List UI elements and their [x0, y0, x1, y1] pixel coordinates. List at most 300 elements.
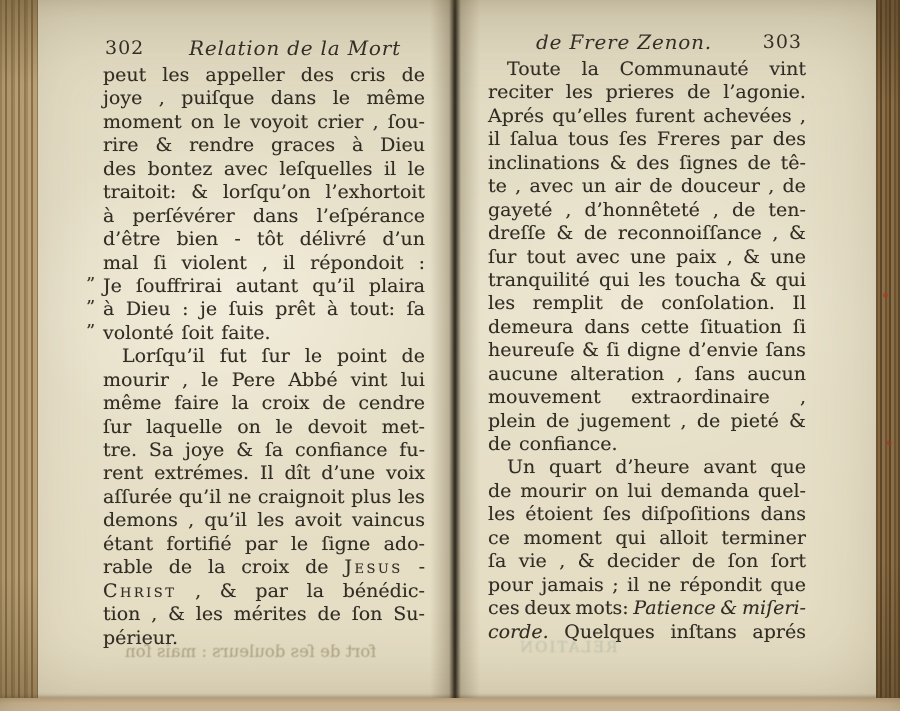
word: laquelle	[146, 415, 223, 438]
word: air	[614, 175, 641, 198]
left-running-header	[103, 36, 425, 61]
word: ſur	[488, 245, 517, 268]
word: aprés	[752, 620, 806, 643]
word: ſi	[792, 315, 806, 338]
word: ,	[799, 386, 806, 409]
word: une	[770, 245, 806, 268]
word: tout:	[349, 298, 396, 321]
word: de	[322, 392, 346, 415]
word: Freres	[656, 128, 721, 151]
word: miſeri-	[742, 597, 806, 620]
word: &	[609, 151, 627, 174]
word: les	[397, 485, 425, 508]
word: conſolation.	[661, 292, 775, 315]
text-line	[103, 392, 425, 415]
word: demanda	[660, 479, 750, 502]
word: qu’il	[204, 509, 247, 532]
word: &	[155, 134, 173, 157]
word: ſou-	[387, 110, 425, 133]
word: l’eſpérance	[316, 204, 425, 227]
text-line	[488, 105, 806, 128]
word: le	[407, 157, 425, 180]
text-line	[488, 433, 806, 456]
text-line	[103, 134, 425, 157]
word: tôt	[256, 228, 284, 251]
word: ſes	[602, 503, 631, 526]
word: d’honnêteté	[584, 198, 700, 221]
word: à	[103, 298, 115, 321]
word: :	[182, 298, 189, 321]
word: ſignes	[679, 151, 738, 174]
word: ſans	[694, 362, 736, 385]
word: les	[565, 81, 593, 104]
word: ſalua	[510, 128, 559, 151]
word: les	[638, 268, 666, 291]
text-line	[488, 339, 806, 362]
word: ſon	[727, 550, 759, 573]
word: pour	[488, 573, 533, 596]
word: vaincus	[351, 509, 425, 532]
word: délivré	[299, 228, 367, 251]
word: terminer	[721, 526, 806, 549]
word: Dieu	[125, 298, 171, 321]
word: vint	[769, 58, 806, 80]
word: ,	[712, 198, 719, 221]
left-page	[86, 36, 425, 661]
word: met-	[381, 415, 425, 438]
text-line	[103, 87, 425, 110]
right-fore-edge-pages	[876, 0, 900, 703]
word: tion	[103, 603, 141, 626]
word: Patience	[633, 597, 716, 620]
word: Je	[103, 274, 122, 297]
word: jugement	[579, 409, 671, 432]
word: aucun	[747, 362, 806, 385]
word: &	[749, 268, 767, 291]
word: ,	[515, 175, 522, 198]
word: mouvement	[488, 386, 601, 409]
word: la	[581, 58, 599, 80]
word: ,	[158, 87, 165, 110]
word: -	[234, 228, 241, 251]
word: cette	[640, 315, 690, 338]
word: de	[488, 433, 512, 455]
word: decider	[606, 550, 680, 573]
word: répondoit	[310, 251, 404, 274]
word: demeura	[488, 315, 574, 338]
word: lorſqu’on	[222, 181, 311, 204]
word: ſuis	[228, 298, 264, 321]
word: ſans	[765, 339, 806, 362]
word: crier	[317, 110, 364, 133]
word: &	[720, 597, 738, 620]
word: heureuſe	[488, 339, 575, 362]
word: ſes	[618, 128, 647, 151]
word: par	[244, 532, 278, 555]
word: la	[306, 579, 325, 602]
word: mérites	[233, 603, 307, 626]
word: vint	[350, 368, 388, 391]
word: avant	[703, 456, 757, 479]
word: fortifié	[166, 532, 232, 555]
word: moment	[103, 110, 182, 133]
word: croix	[261, 392, 310, 415]
text-line	[103, 252, 425, 275]
word: reciter	[488, 81, 554, 104]
book-gutter-fold	[430, 0, 480, 698]
word: de	[649, 175, 673, 198]
word: violent	[181, 251, 247, 274]
word: on	[190, 110, 215, 133]
word: ſigne	[321, 532, 371, 555]
word: deux	[524, 597, 571, 620]
word: bénédic-	[342, 579, 425, 602]
word: inclinations	[488, 151, 600, 174]
word: croix	[241, 556, 290, 579]
word: ;	[612, 573, 619, 596]
word: inſtans	[670, 620, 737, 643]
word: avoit	[294, 509, 342, 532]
word: paix	[676, 245, 717, 268]
word: ſouffrirai	[135, 274, 222, 297]
word: faite.	[221, 321, 271, 344]
word: d’envie	[688, 339, 759, 362]
word: ,	[726, 245, 733, 268]
word: par	[255, 579, 288, 602]
word: bontez	[147, 157, 213, 180]
text-line	[488, 246, 806, 269]
word: -	[418, 556, 425, 579]
word: &	[168, 603, 185, 626]
word: ſa	[406, 298, 425, 321]
word: pieté	[730, 409, 779, 432]
word: dreſſe	[488, 222, 546, 245]
text-line	[103, 603, 425, 626]
left-fore-edge-pages	[0, 0, 38, 701]
word: par	[730, 128, 763, 151]
word: étant	[103, 532, 154, 555]
text-line	[488, 410, 806, 433]
word: rable	[103, 556, 153, 579]
word: dît	[284, 462, 311, 485]
text-line	[488, 199, 806, 222]
text-line	[488, 503, 806, 526]
word: ſi	[153, 251, 167, 274]
word: plus	[351, 485, 392, 508]
word: traitoit:	[103, 181, 177, 204]
word: tre.	[103, 439, 138, 461]
word: &	[577, 550, 595, 573]
right-page-text	[488, 58, 806, 644]
word: qui	[598, 268, 630, 291]
word: tout	[526, 245, 566, 268]
word: de	[747, 151, 771, 174]
word: &	[789, 222, 806, 245]
text-line	[86, 297, 425, 321]
word: Pere	[231, 368, 276, 391]
left-page-bleedthrough-text: fort de ſes douleurs : mais ſon	[125, 642, 377, 661]
word: demons	[103, 509, 178, 532]
text-line	[488, 456, 806, 479]
word: vie	[518, 550, 547, 573]
word: qu’il	[312, 274, 355, 297]
word: que	[770, 573, 806, 596]
word: ,	[182, 368, 189, 391]
word: lui	[627, 479, 652, 502]
word: ,	[768, 175, 775, 198]
word: ne	[647, 573, 672, 596]
word: moment	[523, 526, 602, 549]
word: le	[290, 532, 309, 555]
word: les	[488, 503, 516, 526]
word: jamais	[541, 573, 604, 596]
word: avec	[575, 245, 620, 268]
text-line	[488, 316, 806, 339]
text-line	[488, 480, 806, 503]
word: fu-	[399, 439, 425, 461]
word: de	[731, 198, 756, 221]
right-page-bleedthrough-text: RELATION	[518, 638, 618, 656]
word: une	[630, 245, 666, 268]
word: Il	[792, 292, 806, 315]
text-line	[103, 580, 425, 603]
word: ,	[772, 222, 779, 245]
word: la	[231, 392, 250, 415]
word: mal	[103, 251, 139, 274]
word: d’un	[382, 228, 425, 251]
text-line	[103, 556, 425, 579]
word: de	[488, 479, 512, 502]
word: à	[103, 204, 115, 227]
word: de	[583, 222, 608, 245]
word: de	[687, 81, 711, 104]
word: le	[332, 87, 351, 110]
word: l’exhortoit	[325, 181, 425, 204]
word: de	[401, 345, 425, 368]
text-line	[103, 439, 425, 462]
word: craignoit	[257, 485, 345, 508]
word: plaira	[368, 274, 425, 297]
word: il	[488, 128, 501, 151]
word: joye	[184, 439, 225, 461]
text-line	[488, 58, 806, 81]
word: périeur.	[103, 626, 179, 649]
word: Communauté	[619, 58, 749, 80]
word: des	[772, 128, 806, 151]
word: Christ	[103, 579, 177, 602]
word: ſa	[488, 550, 507, 573]
word: ces	[488, 597, 520, 620]
word: Il	[259, 462, 274, 485]
word: les	[195, 603, 223, 626]
word: Aprés	[488, 104, 544, 127]
word: je	[200, 298, 218, 321]
word: les	[257, 509, 285, 532]
word: plein	[488, 409, 536, 432]
word: avec	[529, 175, 574, 198]
word: de	[546, 409, 570, 432]
word: confiance.	[519, 433, 618, 455]
text-line	[103, 627, 425, 650]
word: &	[191, 181, 209, 204]
quotation-mark: ”	[86, 273, 96, 295]
word: de	[691, 550, 716, 573]
word: un	[581, 175, 607, 198]
word: mots:	[575, 597, 629, 620]
word: ſur	[103, 415, 132, 438]
word: devoit	[307, 415, 367, 438]
word: lui	[400, 368, 425, 391]
text-line	[103, 509, 425, 532]
word: &	[789, 409, 806, 432]
word: perſévérer	[132, 204, 235, 227]
word: on	[237, 415, 261, 438]
word: prieres	[605, 81, 675, 104]
word: ,	[565, 198, 572, 221]
word: aucune	[488, 362, 558, 385]
word: joye	[103, 87, 143, 110]
word: extrémes.	[154, 462, 250, 485]
text-line	[86, 320, 425, 345]
word: même	[366, 87, 425, 110]
word: remplit	[532, 292, 603, 315]
word: ce	[488, 526, 510, 549]
word: Un	[507, 456, 536, 479]
word: achevées	[703, 104, 792, 127]
text-line	[488, 81, 806, 104]
left-page-text	[86, 64, 425, 650]
word: rire	[103, 134, 139, 157]
word: tranquilité	[488, 268, 590, 291]
word: rendre	[189, 134, 255, 157]
word: voix	[386, 462, 425, 485]
word: des	[636, 151, 670, 174]
word: :	[418, 251, 425, 274]
word: autant	[235, 274, 299, 297]
right-page-number: 303	[762, 31, 802, 53]
word: à	[352, 134, 364, 157]
word: le	[223, 110, 241, 133]
word: ,	[188, 509, 195, 532]
word: il	[384, 157, 397, 180]
word: extraordinaire	[631, 386, 770, 409]
word: dans	[760, 503, 806, 526]
word: ,	[680, 409, 687, 432]
word: de	[620, 292, 644, 315]
word: prêt	[275, 298, 316, 321]
quotation-mark: ”	[86, 320, 96, 342]
word: ten-	[768, 198, 806, 221]
word: d’heure	[615, 456, 690, 479]
text-line	[488, 222, 806, 245]
word: ſort	[770, 550, 806, 573]
text-line	[488, 527, 806, 550]
text-line	[103, 158, 425, 181]
word: te	[488, 175, 507, 198]
word: reconnoiſſance	[617, 222, 762, 245]
word: le	[304, 345, 323, 368]
word: fut	[219, 345, 247, 368]
word: toucha	[674, 268, 741, 291]
word: dans	[252, 204, 299, 227]
word: graces	[270, 134, 336, 157]
word: Su-	[393, 603, 425, 626]
word: ado-	[383, 532, 425, 555]
text-line	[488, 386, 806, 409]
left-running-title: Relation de la Mort	[189, 36, 401, 60]
text-line	[488, 363, 806, 386]
word: ,	[261, 251, 268, 274]
text-line	[86, 273, 425, 298]
right-running-title: de Frere Zenon.	[536, 30, 712, 54]
word: tê-	[780, 151, 806, 174]
text-line	[488, 128, 806, 151]
word: ſituation	[700, 315, 782, 338]
text-line	[488, 621, 806, 644]
word: que	[770, 456, 806, 479]
word: &	[582, 339, 599, 362]
word: Quelques	[564, 620, 655, 643]
text-line	[488, 269, 806, 292]
word: mourir	[520, 479, 587, 502]
word: Lorſqu’il	[122, 345, 205, 368]
word: confiance	[295, 439, 388, 461]
word: qui	[775, 268, 806, 291]
word: qu’elles	[552, 104, 628, 127]
word: &	[236, 439, 254, 461]
word: d’être	[103, 228, 161, 251]
word: ſi	[606, 339, 620, 362]
word: quart	[549, 456, 602, 479]
word: de	[168, 556, 193, 579]
word: faire	[174, 392, 219, 415]
word: alloit	[659, 526, 708, 549]
word: Sa	[148, 439, 174, 461]
word: Abbé	[288, 368, 338, 391]
word: le	[275, 415, 293, 438]
word: Dieu	[380, 134, 425, 157]
text-line	[488, 550, 806, 573]
word: ſon	[351, 603, 383, 626]
word: bien	[176, 228, 219, 251]
word: rent	[103, 462, 144, 485]
text-line	[488, 292, 806, 315]
word: il	[282, 251, 296, 274]
word: cendre	[358, 392, 425, 415]
word: aſſurée	[103, 485, 173, 508]
word: ſoit	[181, 321, 214, 344]
word: ,	[676, 362, 683, 385]
text-line	[103, 111, 425, 134]
word: peut	[103, 64, 147, 86]
word: &	[556, 222, 574, 245]
text-line	[103, 486, 425, 509]
word: ,	[195, 579, 202, 602]
text-line	[103, 533, 425, 556]
bottom-page-edges	[0, 698, 900, 711]
word: ne	[227, 485, 252, 508]
word: qui	[615, 526, 646, 549]
word: ,	[151, 603, 158, 626]
word: des	[300, 64, 334, 86]
text-line	[103, 462, 425, 485]
text-line	[488, 175, 806, 198]
word: dans	[270, 87, 317, 110]
word: ,	[799, 104, 806, 127]
right-page	[488, 30, 806, 656]
word: de	[305, 556, 329, 579]
word: de	[782, 175, 806, 198]
